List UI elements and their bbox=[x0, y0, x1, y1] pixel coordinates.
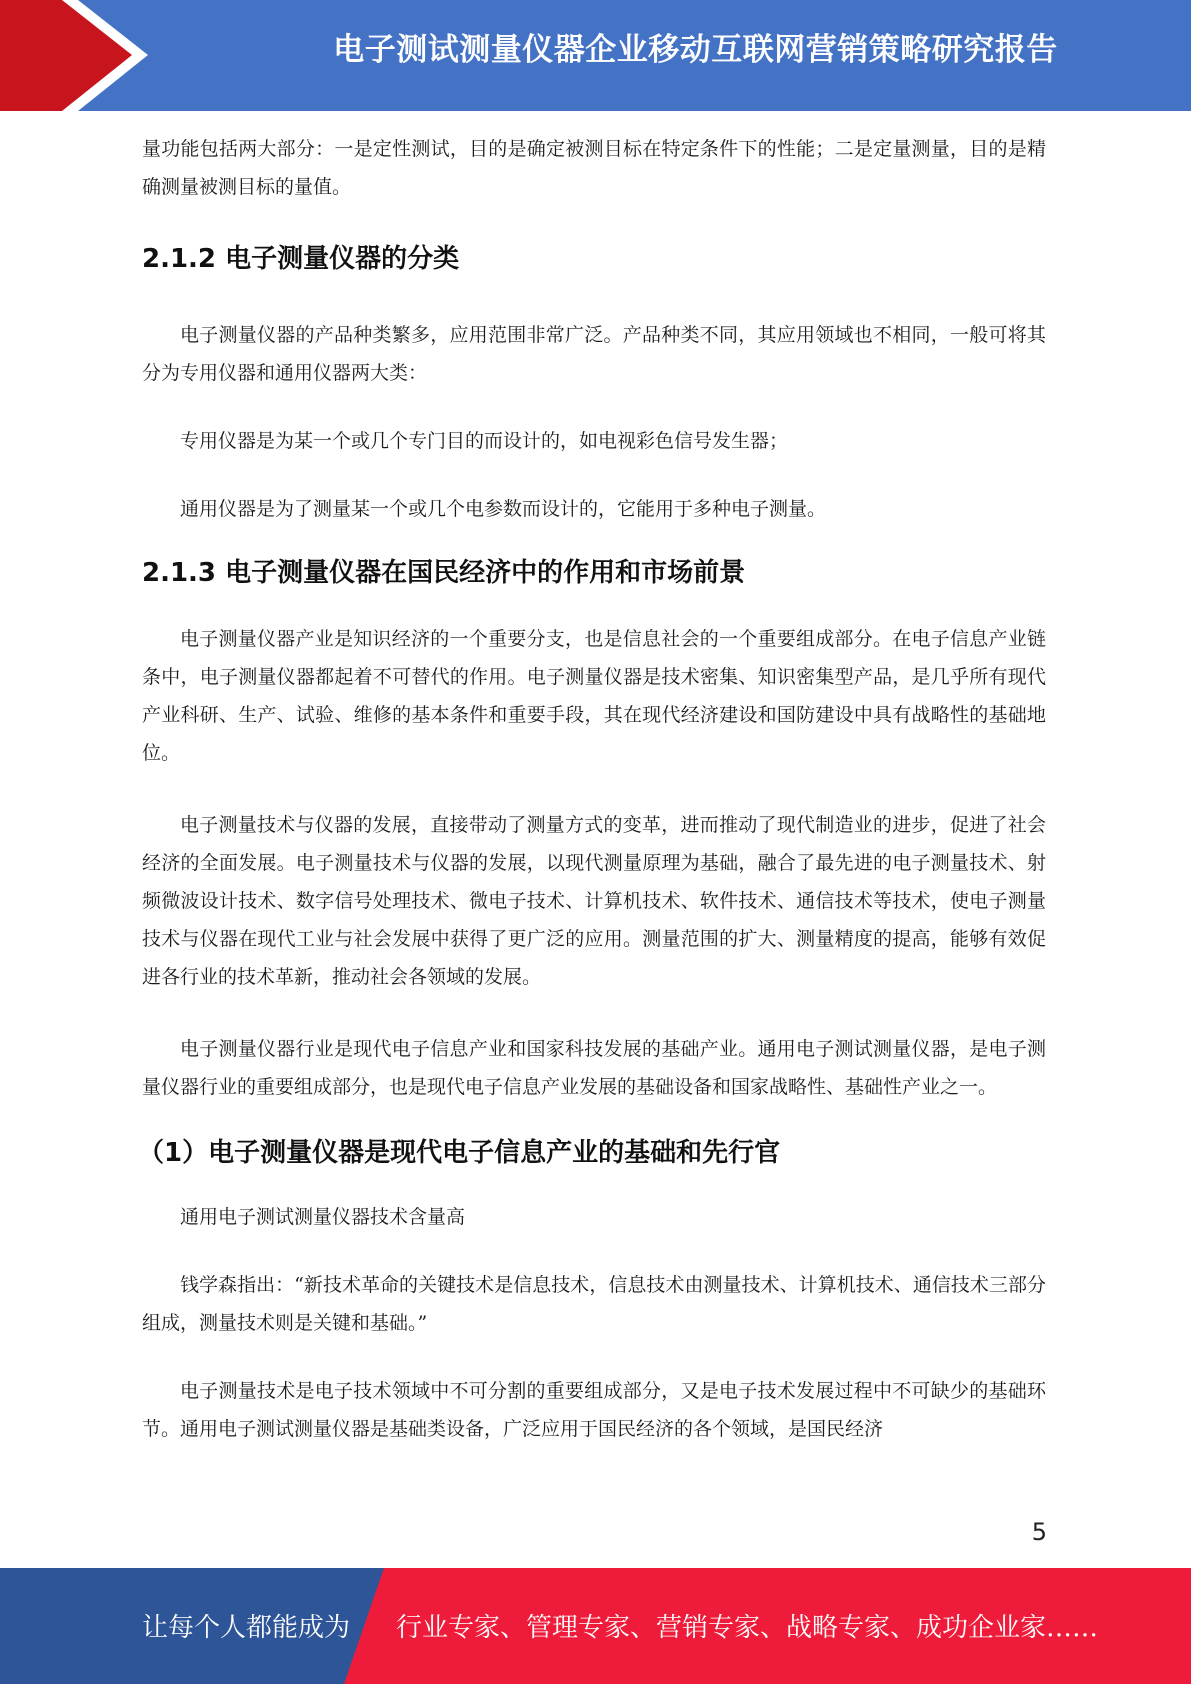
paragraph-special-instruments: 专用仪器是为某一个或几个专门目的而设计的，如电视彩色信号发生器； bbox=[180, 430, 789, 452]
paragraph-basic-industry: 电子测量仪器行业是现代电子信息产业和国家科技发展的基础产业。通用电子测试测量仪器，是电子测量仪器行业的重要组成部分，也是现代电子信息产业发展的基础设备和国家战略性、基础性产业之一。 bbox=[142, 1038, 1046, 1098]
page-header bbox=[0, 0, 1191, 111]
paragraph-measurement-foundation: 电子测量技术是电子技术领域中不可分割的重要组成部分，又是电子技术发展过程中不可缺少的基础环节。通用电子测试测量仪器是基础类设备，广泛应用于国民经济的各个领域，是国民经济 bbox=[142, 1380, 1046, 1440]
subsection-heading-1: （1）电子测量仪器是现代电子信息产业的基础和先行官 bbox=[138, 1138, 781, 1168]
paragraph-quote-qian-xuesen: 钱学森指出：“新技术革命的关键技术是信息技术，信息技术由测量技术、计算机技术、通信技术三部分组成，测量技术则是关键和基础。” bbox=[142, 1274, 1046, 1334]
section-heading-2-1-2: 2.1.2 电子测量仪器的分类 bbox=[142, 244, 460, 274]
paragraph-technology-development: 电子测量技术与仪器的发展，直接带动了测量方式的变革，进而推动了现代制造业的进步，促进了社会经济的全面发展。电子测量技术与仪器的发展，以现代测量原理为基础，融合了最先进的电子测量技术、射频微波设计技术、数字信号处理技术、微电子技术、计算机技术、软件技术、通信技术等技术，使电子测量技术与仪器在现代工业与社会发展中获得了更广泛的应用。测量范围的扩大、测量精度的提高，能够有效促进各行业的技术革新，推动社会各领域的发展。 bbox=[142, 814, 1046, 988]
report-title: 电子测试测量仪器企业移动互联网营销策略研究报告 bbox=[333, 32, 1058, 68]
paragraph-general-instruments: 通用仪器是为了测量某一个或几个电参数而设计的，它能用于多种电子测量。 bbox=[180, 498, 827, 520]
section-heading-2-1-3: 2.1.3 电子测量仪器在国民经济中的作用和市场前景 bbox=[142, 558, 746, 588]
footer-slogan-right: 行业专家、管理专家、营销专家、战略专家、成功企业家…… bbox=[396, 1613, 1099, 1643]
paragraph-classification-intro: 电子测量仪器的产品种类繁多，应用范围非常广泛。产品种类不同，其应用领域也不相同，一般可将其分为专用仪器和通用仪器两大类： bbox=[142, 324, 1046, 384]
page-footer bbox=[0, 1568, 1191, 1684]
header-chevron-decoration bbox=[0, 0, 160, 111]
footer-slogan-left: 让每个人都能成为 bbox=[142, 1613, 351, 1643]
page-body bbox=[138, 130, 1046, 1448]
page-number: 5 bbox=[1031, 1518, 1047, 1546]
paragraph-industry-role: 电子测量仪器产业是知识经济的一个重要分支，也是信息社会的一个重要组成部分。在电子信息产业链条中，电子测量仪器都起着不可替代的作用。电子测量仪器是技术密集、知识密集型产品，是几乎所有现代产业科研、生产、试验、维修的基本条件和重要手段，其在现代经济建设和国防建设中具有战略性的基础地位。 bbox=[142, 628, 1046, 764]
paragraph-tech-content: 通用电子测试测量仪器技术含量高 bbox=[180, 1206, 466, 1228]
paragraph-continued: 量功能包括两大部分：一是定性测试，目的是确定被测目标在特定条件下的性能；二是定量测量，目的是精确测量被测目标的量值。 bbox=[142, 138, 1046, 198]
